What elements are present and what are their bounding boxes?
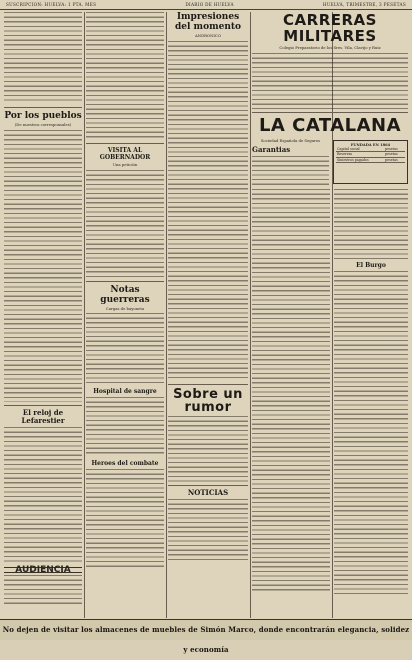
divider bbox=[86, 143, 164, 144]
article-text bbox=[334, 189, 408, 259]
column-1 bbox=[4, 12, 82, 618]
masthead-left: SUSCRIPCION: HUELVA: 1 PTA. MES bbox=[6, 2, 97, 7]
article-text bbox=[252, 53, 408, 109]
catalana-left bbox=[252, 138, 329, 187]
table-cell: Siniestros pagados bbox=[336, 157, 384, 162]
article-text bbox=[86, 12, 164, 140]
divider bbox=[168, 485, 248, 486]
article-text bbox=[4, 12, 82, 104]
headline-impresiones: Impresiones del momento bbox=[174, 12, 242, 32]
catalana-ad bbox=[252, 138, 408, 187]
article-text bbox=[334, 271, 408, 597]
divider bbox=[4, 405, 82, 406]
headline-por-los-pueblos: Por los pueblos bbox=[4, 111, 82, 121]
table-cell: pesetas bbox=[384, 147, 405, 152]
masthead-center: DIARIO DE HUELVA bbox=[185, 2, 234, 7]
table-row bbox=[336, 157, 405, 162]
article-text bbox=[252, 156, 329, 186]
article-text bbox=[168, 499, 248, 563]
lower-left bbox=[252, 189, 330, 597]
headline-noticias: NOTICIAS bbox=[187, 487, 229, 497]
article-text bbox=[4, 130, 82, 402]
headline-visita: VISITA AL GOBERNADOR bbox=[99, 147, 151, 161]
headline-hospital: Hospital de sangre bbox=[93, 388, 157, 396]
subheadline: Una petición bbox=[112, 162, 138, 167]
column-rule bbox=[166, 12, 167, 618]
article-text bbox=[4, 575, 82, 605]
byline: ANDRONICO bbox=[195, 33, 221, 38]
subheadline: Cargas de bayoneta bbox=[105, 305, 145, 311]
article-text bbox=[252, 189, 330, 593]
article-text bbox=[86, 397, 164, 457]
article-text bbox=[86, 313, 164, 385]
subheadline: Colegio Preparatorio de los Sres. Vila, Clavijo y Ruiz bbox=[279, 45, 381, 50]
divider bbox=[168, 384, 248, 385]
divider bbox=[4, 107, 82, 108]
headline-notas-guerreras: Notas guerreras bbox=[100, 284, 150, 305]
subheadline: (De nuestros corresponsales) bbox=[14, 122, 72, 127]
headline-reloj: El reloj de Lefarestier bbox=[21, 407, 65, 425]
footer-banner: No dejen de visitar los almacenes de muebles de Simón Marco, donde encontrarán elegancia, solidez y economía bbox=[0, 619, 412, 640]
ad-table bbox=[336, 147, 405, 163]
column-4 bbox=[252, 12, 408, 618]
table-cell: Reservas bbox=[336, 152, 384, 157]
table-cell: pesetas bbox=[384, 157, 405, 162]
article-text bbox=[86, 170, 164, 278]
headline-heroes: Heroes del combate bbox=[91, 460, 159, 468]
headline-sobre-un-rumor: Sobre un rumor bbox=[173, 386, 243, 415]
headline-la-catalana: LA CATALANA bbox=[258, 114, 402, 136]
catalana-table-box bbox=[333, 140, 408, 185]
table-cell: pesetas bbox=[384, 152, 405, 157]
lower-columns bbox=[252, 189, 408, 597]
masthead-right: HUELVA, TRIMESTRE, 3 PESETAS bbox=[322, 2, 406, 7]
column-2 bbox=[86, 12, 164, 618]
article-text bbox=[4, 427, 82, 565]
divider bbox=[86, 281, 164, 282]
divider bbox=[252, 112, 408, 113]
column-rule bbox=[250, 12, 251, 618]
headline-carreras-militares: CARRERAS MILITARES bbox=[283, 12, 377, 45]
masthead bbox=[0, 0, 412, 10]
headline-garantias: Garantias bbox=[252, 145, 291, 155]
column-rule bbox=[84, 12, 85, 618]
headline-el-burgo: El Burgo bbox=[356, 262, 386, 270]
lower-right bbox=[334, 189, 408, 597]
column-3 bbox=[168, 12, 248, 618]
article-text bbox=[86, 469, 164, 569]
article-text bbox=[168, 416, 248, 482]
headline-audiencia: AUDIENCIA bbox=[4, 567, 82, 574]
ad-title: FUNDADA EN 1864 bbox=[350, 142, 391, 147]
table-cell: Capital social bbox=[336, 147, 384, 152]
article-text bbox=[168, 41, 248, 381]
catalana-sub: Sociedad Española de Seguros bbox=[260, 137, 321, 143]
